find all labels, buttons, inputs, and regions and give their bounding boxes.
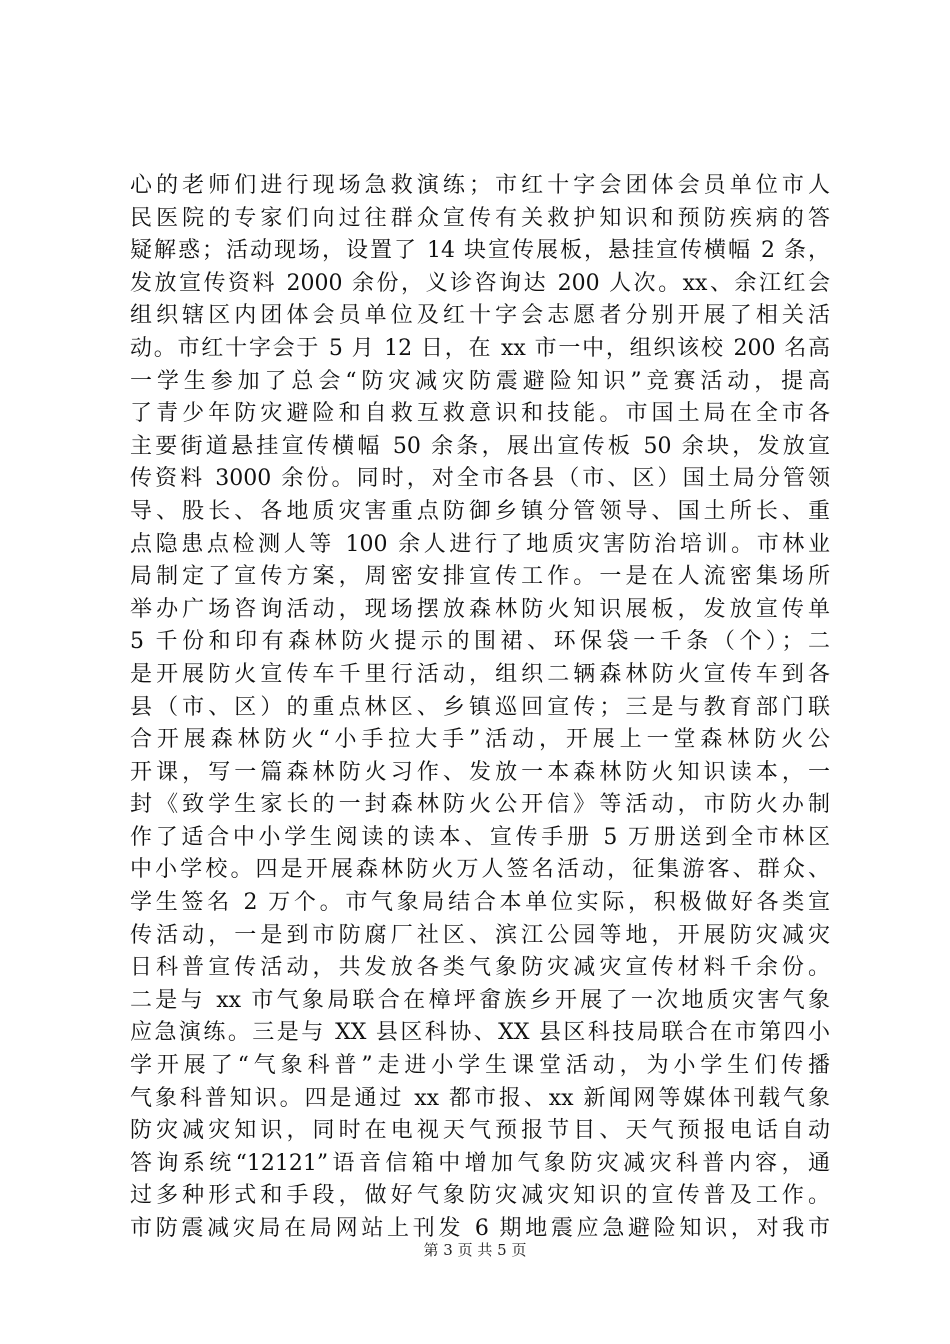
- text-line: 5 千份和印有森林防火提示的围裙、环保袋一千条（个）；二: [130, 629, 830, 655]
- text-line: 答询系统“12121”语音信箱中增加气象防灾减灾科普内容，通: [130, 1150, 830, 1176]
- text-line: 作了适合中小学生阅读的读本、宣传手册 5 万册送到全市林区: [130, 824, 830, 850]
- text-line: 学生签名 2 万个。市气象局结合本单位实际，积极做好各类宣: [130, 890, 830, 916]
- text-line: 防灾减灾知识，同时在电视天气预报节目、天气预报电话自动: [130, 1118, 830, 1144]
- text-line: 气象科普知识。四是通过 xx 都市报、xx 新闻网等媒体刊载气象: [130, 1085, 830, 1111]
- text-line: 应急演练。三是与 XX 县区科协、XX 县区科技局联合在市第四小: [130, 1020, 830, 1046]
- text-line: 过多种形式和手段，做好气象防灾减灾知识的宣传普及工作。: [130, 1183, 830, 1209]
- text-line: 开课，写一篇森林防火习作、发放一本森林防火知识读本，一: [130, 759, 830, 785]
- text-line: 导、股长、各地质灾害重点防御乡镇分管领导、国土所长、重: [130, 498, 830, 524]
- body-text: [130, 170, 830, 1246]
- text-line: 主要街道悬挂宣传横幅 50 余条，展出宣传板 50 余块，发放宣: [130, 433, 830, 459]
- text-line: 一学生参加了总会“防灾减灾防震避险知识”竞赛活动，提高: [130, 368, 830, 394]
- text-line: 封《致学生家长的一封森林防火公开信》等活动，市防火办制: [130, 792, 830, 818]
- text-line: 日科普宣传活动，共发放各类气象防灾减灾宣传材料千余份。: [130, 955, 830, 981]
- text-line: 动。市红十字会于 5 月 12 日，在 xx 市一中，组织该校 200 名高: [130, 335, 830, 361]
- text-line: 发放宣传资料 2000 余份，义诊咨询达 200 人次。xx、余江红会: [130, 270, 830, 296]
- text-line: 局制定了宣传方案，周密安排宣传工作。一是在人流密集场所: [130, 564, 830, 590]
- text-line: 合开展森林防火“小手拉大手”活动，开展上一堂森林防火公: [130, 727, 830, 753]
- text-line: 传活动，一是到市防腐厂社区、滨江公园等地，开展防灾减灾: [130, 922, 830, 948]
- text-line: 县（市、区）的重点林区、乡镇巡回宣传；三是与教育部门联: [130, 694, 830, 720]
- text-line: 二是与 xx 市气象局联合在樟坪畲族乡开展了一次地质灾害气象: [130, 987, 830, 1013]
- text-line: 心的老师们进行现场急救演练；市红十字会团体会员单位市人: [130, 173, 830, 198]
- text-line: 市防震减灾局在局网站上刊发 6 期地震应急避险知识，对我市: [130, 1216, 830, 1241]
- text-line: 民医院的专家们向过往群众宣传有关救护知识和预防疾病的答: [130, 205, 830, 231]
- page-footer: 第 3 页 共 5 页: [423, 1241, 527, 1259]
- text-line: 中小学校。四是开展森林防火万人签名活动，征集游客、群众、: [130, 857, 830, 883]
- text-line: 是开展防火宣传车千里行活动，组织二辆森林防火宣传车到各: [130, 661, 830, 687]
- text-line: 点隐患点检测人等 100 余人进行了地质灾害防治培训。市林业: [130, 531, 830, 557]
- text-line: 学开展了“气象科普”走进小学生课堂活动，为小学生们传播: [130, 1053, 830, 1079]
- text-line: 组织辖区内团体会员单位及红十字会志愿者分别开展了相关活: [130, 303, 830, 329]
- text-line: 了青少年防灾避险和自救互救意识和技能。市国土局在全市各: [130, 401, 830, 427]
- text-line: 疑解惑；活动现场，设置了 14 块宣传展板，悬挂宣传横幅 2 条，: [130, 238, 830, 264]
- text-line: 传资料 3000 余份。同时，对全市各县（市、区）国土局分管领: [130, 466, 830, 492]
- text-line: 举办广场咨询活动，现场摆放森林防火知识展板，发放宣传单: [130, 596, 830, 622]
